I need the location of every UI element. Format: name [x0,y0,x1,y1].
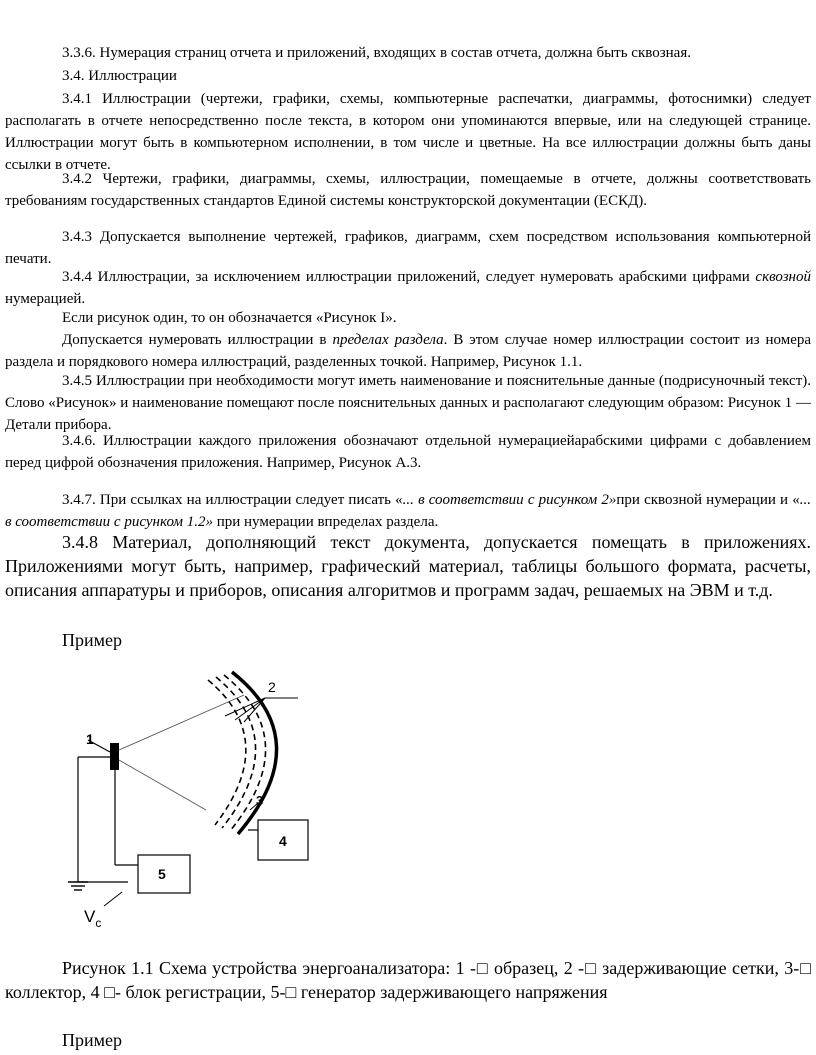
label-4: 4 [279,833,287,849]
paragraph-3-4-7-text-mid: при сквозной нумерации и « [616,492,800,508]
paragraph-section-text-end: . В этом случае номер иллюстрации состоит из номера раздела и порядкового номера иллюстраций, разделенных точкой. Например, Рисунок 1.1. [5,332,812,370]
paragraph-3-4-7-emphasis-1: ... в соответствии с рисунком 2» [402,492,617,508]
ray-lower [119,760,206,810]
paragraph-3-4-4 [5,266,811,310]
paragraph-3-4-4-text: 3.4.4 Иллюстрации, за исключением иллюстрации приложений, следует нумеровать арабскими цифрами [62,269,756,285]
paragraph-3-4-2: 3.4.2 Чертежи, графики, диаграммы, схемы, иллюстрации, помещаемые в отчете, должны соответствовать требованиям государственных стандартов Единой системы конструкторской документации (ЕСКД). [5,171,811,209]
example-label-2: Пример [62,1030,123,1050]
paragraph-3-4-7 [5,489,811,533]
ray-upper [119,695,244,750]
paragraph-3-4-1: 3.4.1 Иллюстрации (чертежи, графики, схемы, компьютерные распечатки, диаграммы, фотоснимки) следует располагать в отчете непосредственно после текста, в котором они упоминаются впервые, или на следующей странице. Иллюстрации могут быть в компьютерном исполнении, в том числе и цветные. На все иллюстрации должны быть даны ссылки в отчете. [5,91,811,173]
paragraph-3-4-4-emphasis: сквозной [755,269,811,285]
collector-arc [232,672,277,834]
paragraph-single-figure: Если рисунок один, то он обозначается «Рисунок I». [62,310,397,326]
paragraph-3-4-7-text: 3.4.7. При ссылках на иллюстрации следует писать « [62,492,403,508]
paragraph-section-numbering [5,329,811,373]
paragraph-3-4-4-text-end: нумерацией. [5,291,86,307]
label-2: 2 [268,679,276,695]
section-heading-illustrations: 3.4. Иллюстрации [62,68,177,84]
paragraph-3-4-5: 3.4.5 Иллюстрации при необходимости могут иметь наименование и пояснительные данные (подрисуночный текст). Слово «Рисунок» и наименование помещают после пояснительных данных и располагают следующим образом: Рисунок 1 — Детали прибора. [5,373,811,433]
paragraph-section-emphasis: пределах раздела [332,332,444,348]
label-5: 5 [158,866,166,882]
paragraph-3-4-6: 3.4.6. Иллюстрации каждого приложения обозначают отдельной нумерациейарабскими цифрами с добавлением перед цифрой обозначения приложения. Например, Рисунок А.3. [5,433,811,471]
paragraph-3-4-7-text-end: при нумерации впределах раздела. [212,514,439,530]
label-3: 3 [256,793,264,808]
example-label-1: Пример [62,630,123,650]
label-v: V [84,907,96,926]
paragraph-3-4-3: 3.4.3 Допускается выполнение чертежей, графиков, диаграмм, схем посредством использования компьютерной печати. [5,229,811,267]
paragraph-3-4-7-emphasis-2: ... в соответствии с рисунком 1.2» [5,492,811,530]
energy-analyzer-diagram [60,660,320,960]
label-vc-subscript: c [95,916,102,930]
paragraph-3-4-8: 3.4.8 Материал, дополняющий текст документа, допускается помещать в приложениях. Приложениями могут быть, например, графический материал, таблицы большого формата, расчеты, описания аппаратуры и приборов, описания алгоритмов и программ задач, решаемых на ЭВМ и т.д. [5,532,811,600]
label-2-leader-c [244,698,265,722]
label-1: 1 [86,731,94,747]
paragraph-section-text: Допускается нумеровать иллюстрации в [62,332,333,348]
grid-arc-middle [216,677,256,828]
label-vc-leader [104,892,122,906]
label-vc [84,907,101,930]
paragraph-3-3-6: 3.3.6. Нумерация страниц отчета и приложений, входящих в состав отчета, должна быть сквозная. [62,45,691,61]
figure-caption: Рисунок 1.1 Схема устройства энергоанализатора: 1 -□ образец, 2 -□ задерживающие сетки, 3-□ коллектор, 4 □- блок регистрации, 5-□ генератор задерживающего напряжения [5,958,811,1002]
